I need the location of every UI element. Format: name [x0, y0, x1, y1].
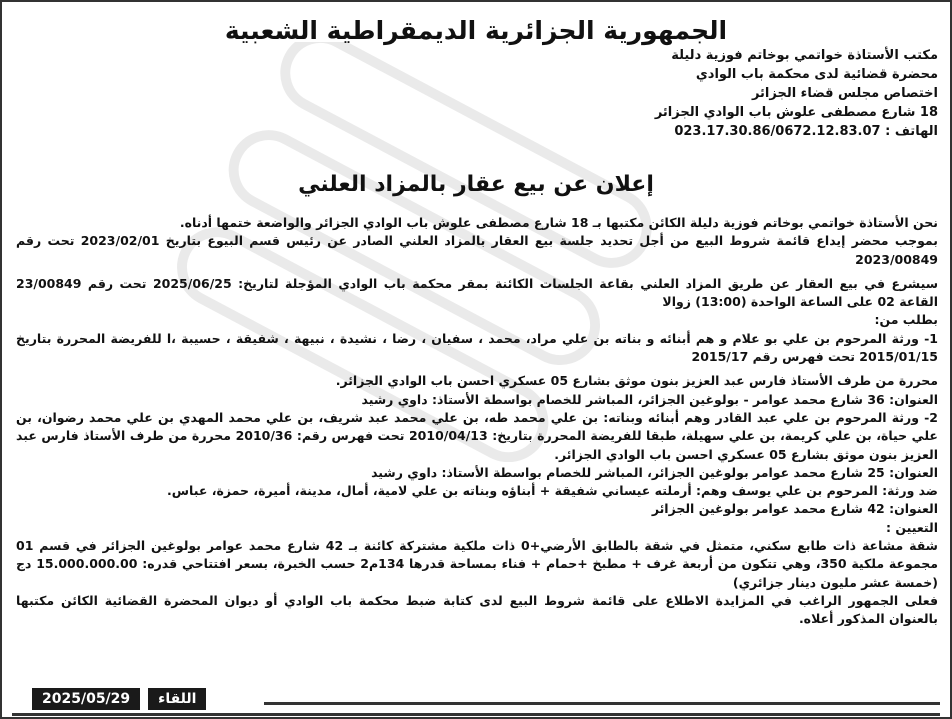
designation-label: التعيين : — [886, 519, 938, 535]
footer-date-badge: 2025/05/29 — [32, 688, 140, 710]
notary-1-paragraph: محررة من طرف الأستاذ فارس عبد العزيز بنون موثق بشارع 05 عسكري احسن باب الوادي الجزائر. — [335, 373, 938, 389]
heirs-2-paragraph: 2- ورثة المرحوم بن علي عبد القادر وهم أبنائه وبناته: بن علي محمد طه، بن علي محمد عبد شريف، بن علي محمد المهدي بن علي محمد رضوان، بن علي حياة، بن علي كريمة، بن علي سهيلة، طبقا للفريضة المحررة بتاريخ: 2010/04/13 تحت فهرس رقم: 2010/36 محررة من طرف الأستاذ فارس عبد العزيز بنون موثق بشارع 05 عسكري احسن باب الوادي الجزائر. — [16, 409, 938, 462]
office-name: مكتب الأستاذة خواتمي بوخاتم فوزية دليلة — [671, 48, 938, 63]
against-heirs-paragraph: ضد ورثة: المرحوم بن علي يوسف وهم: أرملته عيساني شفيقة + أبناؤه وبناته بن علي لامية، أمال، مدينة، أميرة، حمزة، عباس. — [167, 483, 938, 499]
heirs-1-paragraph: 1- ورثة المرحوم بن علي بو علام و هم أبنائه و بناته بن علي مراد، محمد ، سفيان ، رضا ، نشيدة ، نبيهة ، شفيقة ، حسيبة ،ا للفريضة المحررة بتاريخ 2015/01/15 تحت فهرس رقم 2015/17 — [16, 330, 938, 365]
auction-date-paragraph: سيشرع في بيع العقار عن طريق المزاد العلني بقاعة الجلسات الكائنة بمقر محكمة باب الوادي المؤجلة لتاريخ: 2025/06/25 تحت رقم 23/00849 القاعة 02 على الساعة الواحدة (13:00) زوالا — [16, 275, 938, 310]
intro-paragraph: نحن الأستاذة خواتمي بوخاتم فوزية دليلة الكائن مكتبها بـ 18 شارع مصطفى علوش باب الوادي الجزائر والواضعة ختمها أدناه. — [179, 215, 938, 230]
public-notice-paragraph: فعلى الجمهور الراغب في المزايدة الاطلاع على قائمة شروط البيع لدى كتابة ضبط محكمة باب الوادي أو ديوان المحضرة القضائية الكائن مكتبها بالعنوان المذكور أعلاه. — [16, 592, 938, 627]
page-title: الجمهورية الجزائرية الديمقراطية الشعبية — [224, 16, 728, 45]
office-phone: الهاتف : 023.17.30.86/0672.12.83.07 — [674, 124, 938, 139]
footer-divider — [264, 702, 940, 705]
office-address: 18 شارع مصطفى علوش باب الوادي الجزائر — [654, 105, 938, 120]
announcement-body — [16, 214, 938, 629]
deposit-paragraph: بموجب محضر إيداع قائمة شروط البيع من أجل تحديد جلسة بيع العقار بالمزاد العلني الصادر عن رئيس قسم البيوع بتاريخ 2023/02/01 تحت رقم 2023/00849 — [16, 233, 938, 267]
announcement-headline: إعلان عن بيع عقار بالمزاد العلني — [298, 172, 654, 197]
office-role: محضرة قضائية لدى محكمة باب الوادي — [695, 67, 938, 82]
address-2-paragraph: العنوان: 25 شارع محمد عوامر بولوغين الجزائر، المباشر للخصام بواسطة الأستاذ: داوي رشيد — [371, 464, 938, 480]
footer-badges — [32, 688, 206, 710]
address-3-paragraph: العنوان: 42 شارع محمد عوامر بولوغين الجزائر — [651, 501, 938, 517]
address-1-paragraph: العنوان: 36 شارع محمد عوامر - بولوغين الجزائر، المباشر للخصام بواسطة الأستاذ: داوي رشيد — [361, 391, 938, 407]
requested-by-label: بطلب من: — [874, 312, 938, 328]
office-info — [338, 46, 938, 141]
property-description-paragraph: شقة مشاعة ذات طابع سكني، متمثل في شقة بالطابق الأرضي+0 ذات ملكية مشتركة كائنة بـ 42 شارع محمد عوامر بولوغين الجزائر في قسم 01 مجموعة ملكية 350، وهي تتكون من أربعة غرف + مطبخ +حمام + فناء بمساحة قدرها 134م2 حسب الخبرة، بسعر افتتاحي قدره: 15.000.000.00 دج (خمسة عشر مليون دينار جزائري) — [16, 538, 939, 590]
office-jurisdiction: اختصاص مجلس قضاء الجزائر — [751, 86, 938, 101]
footer-label-badge: اللقاء — [148, 688, 206, 710]
bottom-divider — [12, 713, 940, 716]
